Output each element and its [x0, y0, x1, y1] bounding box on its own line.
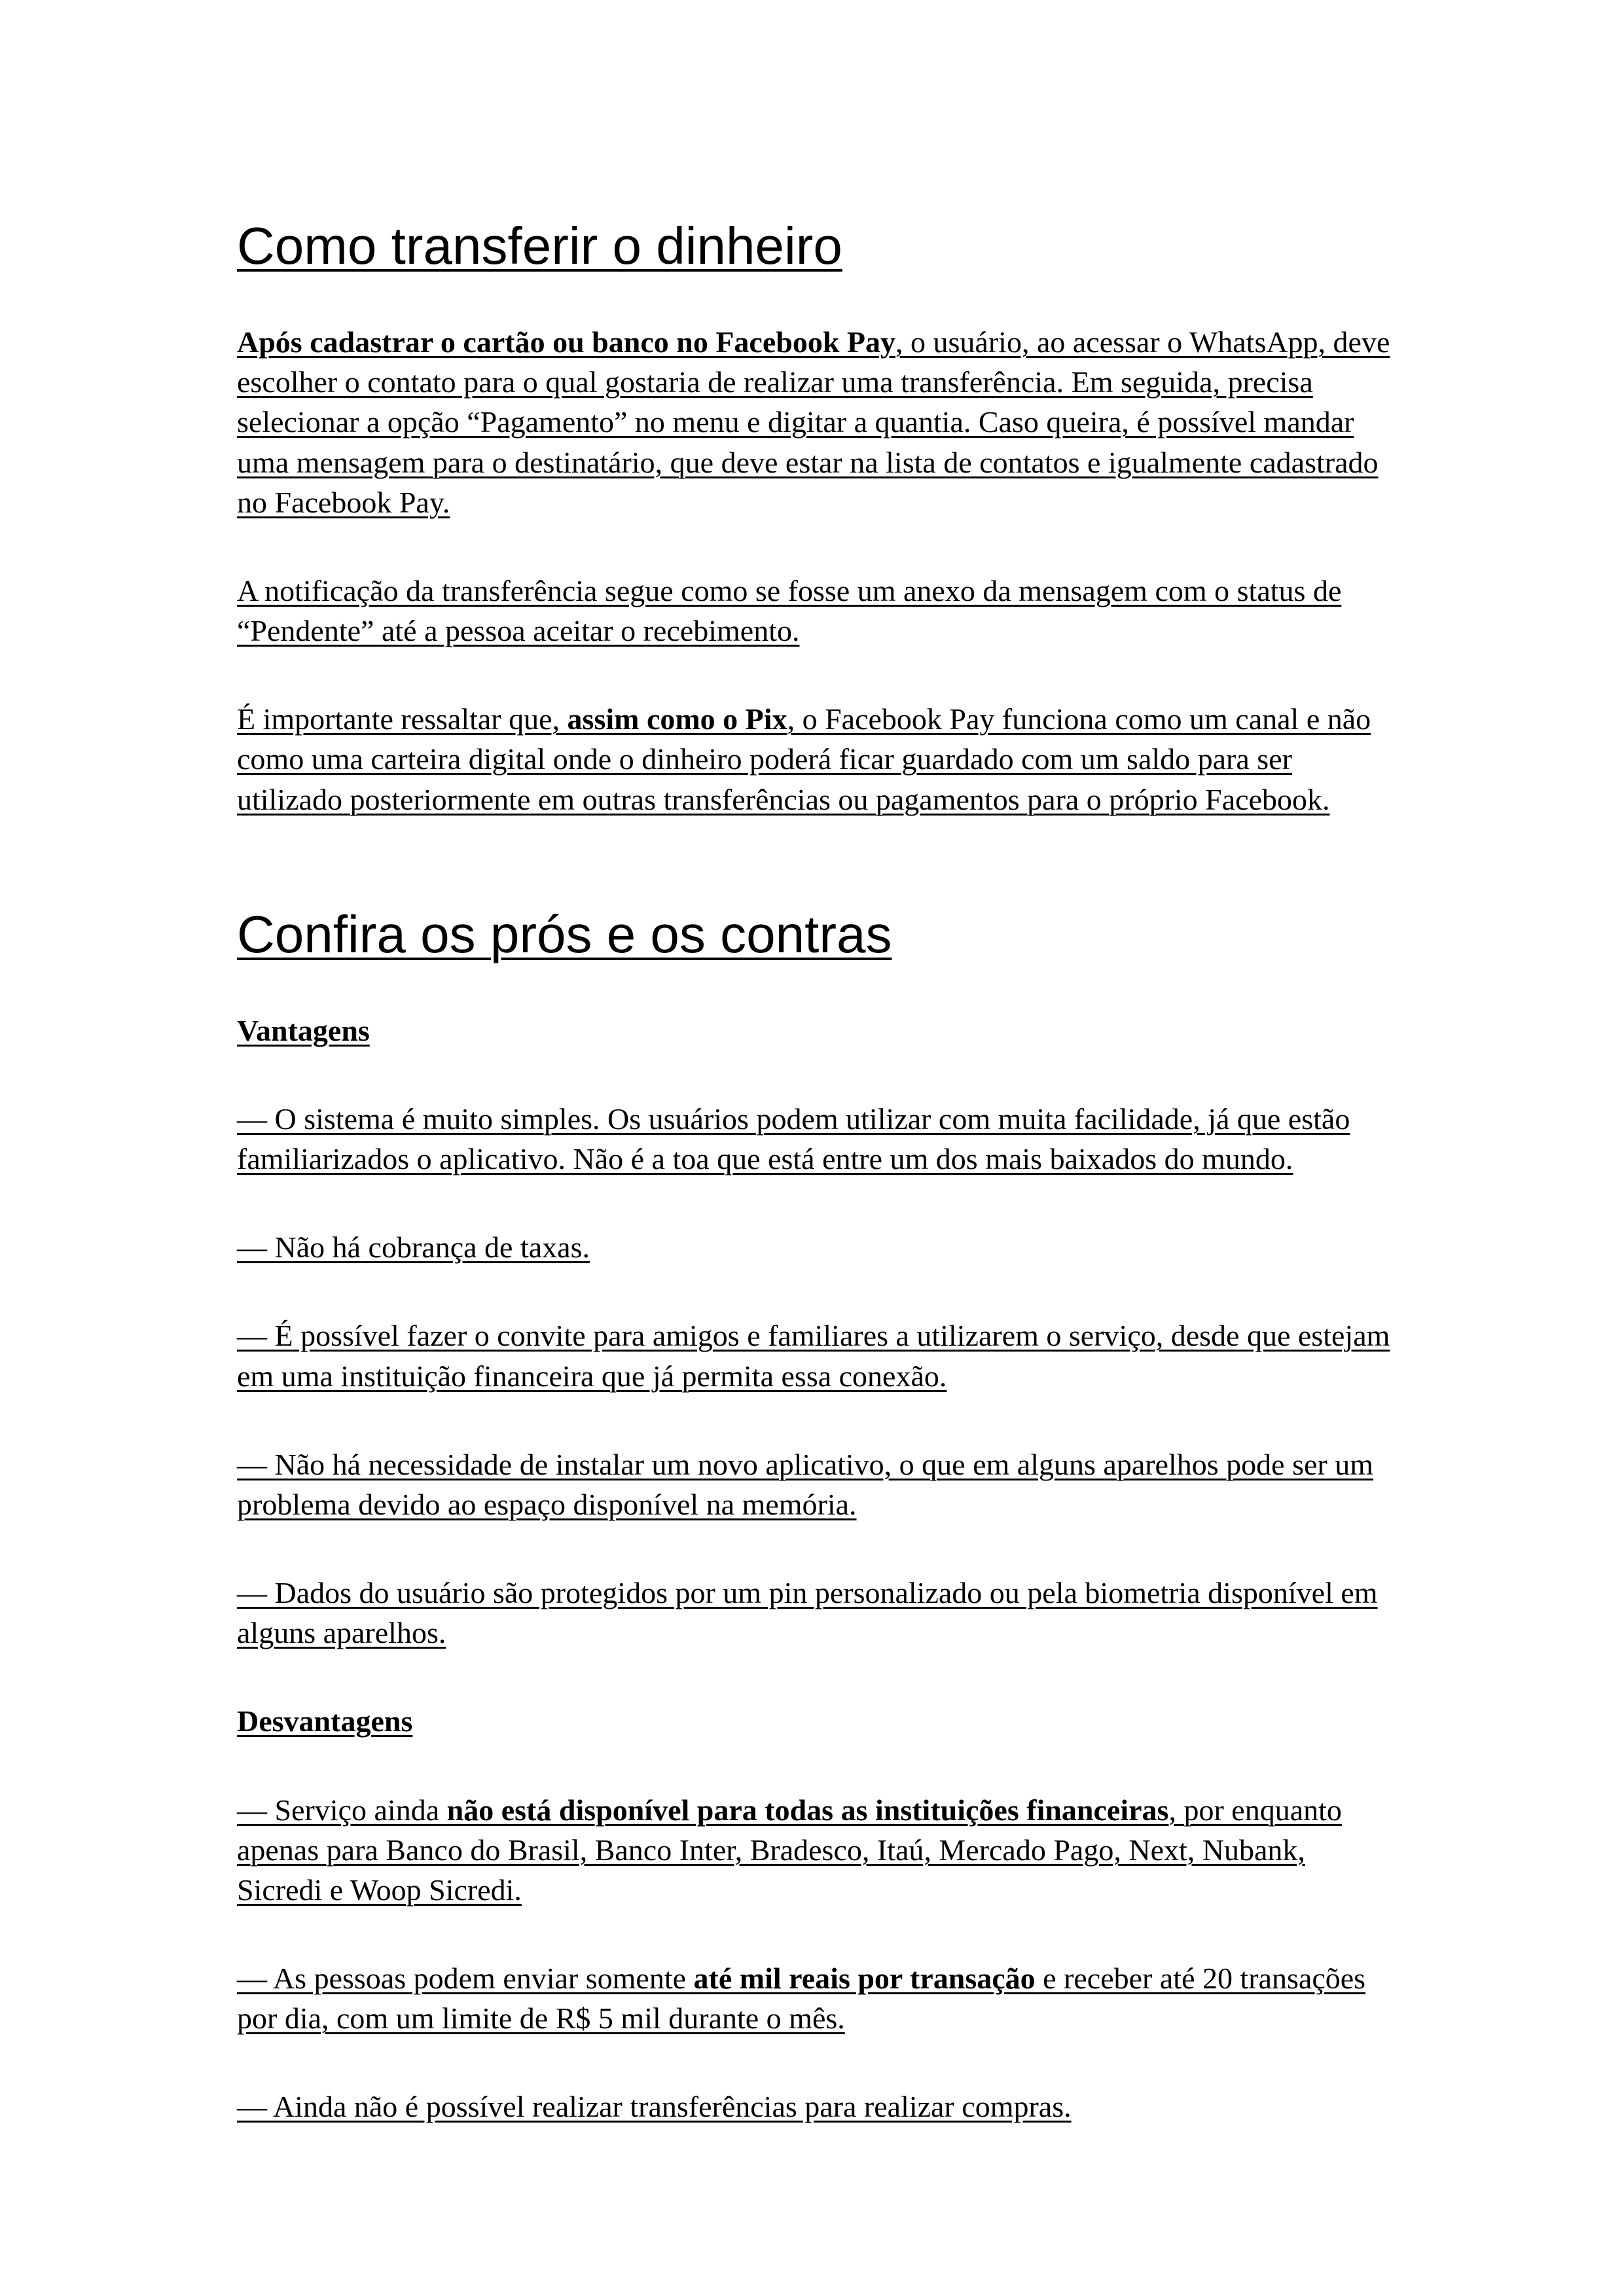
paragraph-vantagem-taxas	[237, 1227, 1392, 1267]
bold-text-run: não está disponível para todas as instituições financeiras	[446, 1793, 1169, 1827]
text-run: A notificação da transferência segue como se fosse um anexo da mensagem com o status de “Pendente” até a pessoa aceitar o recebimento.	[237, 573, 1342, 648]
text-run: , o Facebook Pay funciona como um canal e não como uma carteira digital onde o dinheiro poderá ficar guardado com um saldo para ser utilizado posteriormente em outras transferências ou pagamentos para o próprio Facebook.	[237, 702, 1371, 816]
text-run: — Não há necessidade de instalar um novo aplicativo, o que em alguns aparelhos pode ser um problema devido ao espaço disponível na memória.	[237, 1447, 1373, 1521]
text-run: , por enquanto apenas para Banco do Brasil, Banco Inter, Bradesco, Itaú, Mercado Pago, Next, Nubank, Sicredi e Woop Sicredi.	[237, 1793, 1342, 1907]
paragraph-notificacao	[237, 571, 1392, 651]
text-run: — As pessoas podem enviar somente	[237, 1962, 694, 1996]
section-title-pros-contras: Confira os prós e os contras	[237, 905, 892, 963]
text-run: — Ainda não é possível realizar transferências para realizar compras.	[237, 2090, 1072, 2124]
paragraph-vantagem-simples	[237, 1099, 1392, 1179]
subheading-desvantagens: Desvantagens	[237, 1704, 413, 1738]
section-title-como-transferir: Como transferir o dinheiro	[237, 217, 842, 275]
bold-text-run: Após cadastrar o cartão ou banco no Facebook Pay	[237, 325, 896, 359]
text-run: — Serviço ainda	[237, 1793, 447, 1827]
text-run: — O sistema é muito simples. Os usuários podem utilizar com muita facilidade, já que estão familiarizados o aplicativo. Não é a toa que está entre um dos mais baixados do mundo.	[237, 1102, 1350, 1176]
bold-text-run: assim como o Pix	[567, 702, 787, 736]
paragraph-cadastro	[237, 322, 1392, 522]
text-run: — É possível fazer o convite para amigos e familiares a utilizarem o serviço, desde que estejam em uma instituição financeira que já permita essa conexão.	[237, 1319, 1390, 1393]
paragraph-vantagem-convite	[237, 1316, 1392, 1395]
text-run: , o usuário, ao acessar o WhatsApp, deve escolher o contato para o qual gostaria de realizar uma transferência. Em seguida, precisa selecionar a opção “Pagamento” no menu e digitar a quantia. Caso queira, é possível mandar uma mensagem para o destinatário, que deve estar na lista de contatos e igualmente cadastrado no Facebook Pay.	[237, 325, 1390, 519]
paragraph-vantagem-aplicativo	[237, 1444, 1392, 1524]
paragraph-desvantagem-compras	[237, 2087, 1392, 2126]
paragraph-vantagem-pin	[237, 1573, 1392, 1653]
paragraph-desvantagem-limite	[237, 1958, 1392, 2038]
text-run: e receber até 20 transações por dia, com um limite de R$ 5 mil durante o mês.	[237, 1962, 1366, 2036]
text-run: É importante ressaltar que,	[237, 702, 568, 736]
text-run: — Dados do usuário são protegidos por um pin personalizado ou pela biometria disponível em alguns aparelhos.	[237, 1576, 1378, 1650]
text-run: — Não há cobrança de taxas.	[237, 1230, 590, 1265]
paragraph-pix	[237, 699, 1392, 819]
subheading-vantagens: Vantagens	[237, 1013, 370, 1047]
paragraph-desvantagem-instituicoes	[237, 1790, 1392, 1910]
bold-text-run: até mil reais por transação	[693, 1962, 1036, 1996]
